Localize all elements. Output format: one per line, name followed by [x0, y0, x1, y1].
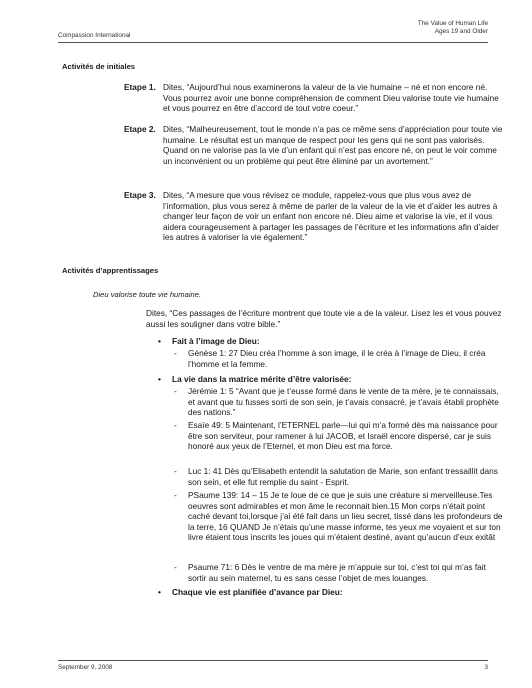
verse-item-isaiah: [174, 420, 504, 452]
page-number: 3: [484, 664, 488, 671]
header-module-title: The Value of Human Life: [417, 20, 488, 27]
step-2: [124, 124, 504, 166]
verse-text: Luc 1: 41 Dès qu’Elisabeth entendit la salutation de Marie, son enfant tressaillit dans son sein, et elle fut remplie du saint - Esprit.: [188, 466, 498, 487]
dash-icon: -: [174, 348, 177, 358]
step-text: Dites, “Aujourd’hui nous examinerons la valeur de la vie humaine – né et non encore né. Vous pourrez avoir une bonne compréhension de comment Dieu valorise toute vie humaine et vous pourrez en être d’accord de tout votre coeur.”: [163, 82, 499, 114]
bullet-icon: •: [158, 374, 161, 384]
header-organization: Compassion International: [58, 32, 131, 39]
intro-paragraph: Dites, “Ces passages de l’écriture montrent que toute vie a de la valeur. Lisez les et vous pouvez aussi les souligner dans votre bible.”: [146, 308, 502, 329]
subsection-title: Dieu valorise toute vie humaine.: [93, 290, 202, 299]
section-title-initial-activities: Activités de initiales: [62, 62, 136, 71]
page-header: [58, 20, 488, 43]
verse-text: Génèse 1: 27 Dieu créa l’homme à son image, il le créa à l’image de Dieu, il créa l’homme et la femme.: [188, 348, 486, 369]
dash-icon: -: [174, 386, 177, 396]
verse-text: PSaume 139: 14 – 15 Je te loue de ce que je suis une créature si merveilleuse.Tes oeuvres sont admirables et mon âme le reconnait bien.15 Mon corps n’était point caché devant toi,lorsque j’ai été fait dans un lieu secret, tissé dans les profondeurs de la terre, 16 QUAND Je n’étais qu’une masse informe, tes yeux me voyaient et sur ton livre étaient tous inscrits les joues qui m’étaient destiné, avant qu’aucun d’eux exitât: [188, 490, 503, 543]
step-label: Etape 2.: [124, 124, 156, 134]
step-label: Etape 1.: [124, 82, 156, 92]
header-module-info: [418, 20, 488, 37]
header-age-group: Ages 19 and Older: [434, 28, 488, 36]
dash-icon: -: [174, 562, 177, 572]
verse-text: Esaïe 49: 5 Maintenant, l’ETERNEL parle—lui qui m’a formé dès ma naissance pour être son serviteur, pour ramener à lui JACOB, et Israël encore dispersé, car je suis honoré aux yeux de l’Eternel, et mon Dieu est ma force.: [188, 420, 498, 452]
footer-date: September 9, 2008: [58, 664, 113, 671]
step-text: Dites, “A mesure que vous révisez ce module, rappelez-vous que plus vous avez de l’information, plus vous serez à même de parler de la valeur de la vie et d’aider les autres à changer leur façon de voir un enfant non encore né. Dieu aime et valorise la vie, et il vous aidera courageusement à partager les passages de l’écriture et les informations afin d’aider les autres à valoriser la vie également.”: [163, 190, 499, 243]
page-footer: [58, 660, 488, 671]
verse-text: Psaume 71: 6 Dès le ventre de ma mère je m’appuie sur toi, c’est toi qui m’as fait sortir au sein maternel, tu es sans cesse l’objet de mes louanges.: [188, 562, 486, 583]
section-title-learning-activities: Activités d’apprentissages: [62, 266, 159, 275]
bullet-icon: •: [158, 336, 161, 346]
step-text: Dites, “Malheureusement, tout le monde n’a pas ce même sens d’appréciation pour toute vie humaine. Le résultat est un manque de respect pour les gens qui ne sont pas valorisés. Quand on ne valorise pas la vie d’un enfant qui n’est pas encore né, on peut le voir comme un inconvénient ou un problème qui peut être éliminé par un avortement.”: [163, 124, 503, 166]
bullet-icon: •: [158, 587, 161, 597]
verse-item-psalm-139: [174, 490, 504, 543]
bullet-label: Chaque vie est planifiée d’avance par Dieu:: [172, 587, 343, 597]
verse-item-psalm-71: [174, 562, 504, 583]
dash-icon: -: [174, 466, 177, 476]
verse-item-jeremiah: [174, 386, 504, 418]
bullet-label: La vie dans la matrice mérite d’être valorisée:: [172, 374, 352, 384]
verse-item-genesis: [174, 348, 504, 369]
bullet-label: Fait à l’image de Dieu:: [172, 336, 260, 346]
step-1: [124, 82, 504, 114]
verse-text: Jérémie 1: 5 “Avant que je t’eusse formé dans le vente de ta mère, je te connaissais, et avant que tu fusses sorti de son sein, je t’avais consacré, je t’avais établi prophète des nations.”: [188, 386, 499, 418]
verse-item-luke: [174, 466, 504, 487]
dash-icon: -: [174, 490, 177, 500]
dash-icon: -: [174, 420, 177, 430]
step-3: [124, 190, 504, 243]
step-label: Etape 3.: [124, 190, 156, 200]
